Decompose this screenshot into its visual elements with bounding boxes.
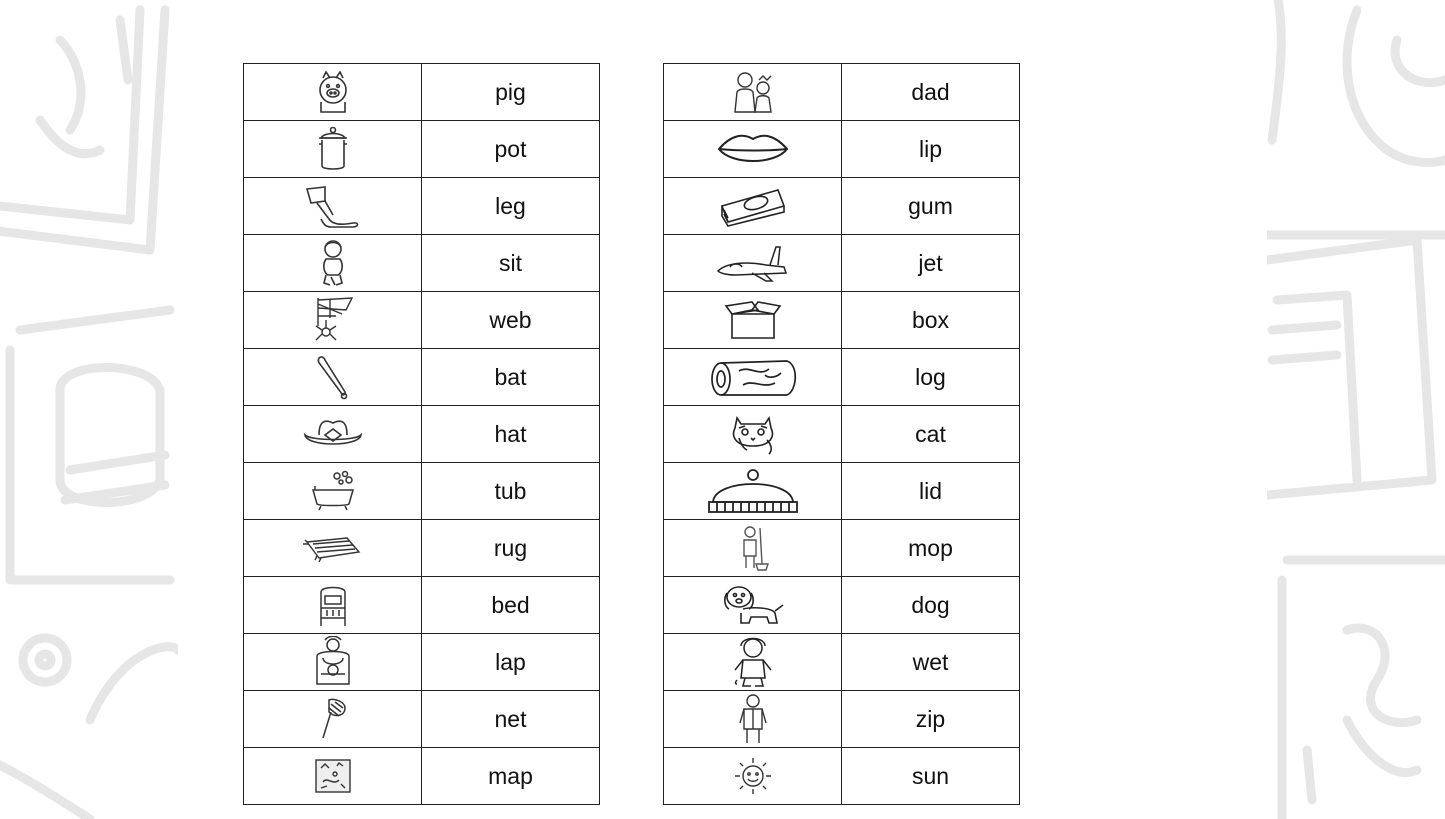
table-row	[664, 691, 1020, 748]
picture-cell	[244, 748, 422, 805]
table-row	[244, 406, 600, 463]
bed-icon	[315, 582, 351, 628]
picture-cell	[244, 691, 422, 748]
table-row	[664, 634, 1020, 691]
table-row	[244, 64, 600, 121]
word-cell: tub	[422, 463, 600, 520]
word-cell: lip	[842, 121, 1020, 178]
dog-icon	[721, 583, 785, 627]
table-row	[664, 349, 1020, 406]
right-word-table	[663, 63, 1020, 805]
pot-icon	[316, 126, 350, 172]
word-cell: pot	[422, 121, 600, 178]
baseball-bat-icon	[315, 354, 351, 400]
picture-cell	[664, 520, 842, 577]
table-row	[244, 748, 600, 805]
table-row	[244, 292, 600, 349]
word-cell: gum	[842, 178, 1020, 235]
word-cell: dad	[842, 64, 1020, 121]
word-cell: rug	[422, 520, 600, 577]
table-row	[244, 577, 600, 634]
picture-cell	[664, 178, 842, 235]
lid-icon	[707, 468, 799, 514]
picture-cell	[664, 691, 842, 748]
lap-icon	[311, 636, 355, 688]
word-cell: jet	[842, 235, 1020, 292]
box-icon	[724, 300, 782, 340]
table-row	[664, 520, 1020, 577]
word-cell: zip	[842, 691, 1020, 748]
word-cell: log	[842, 349, 1020, 406]
picture-cell	[664, 292, 842, 349]
table-row	[244, 691, 600, 748]
table-row	[664, 577, 1020, 634]
picture-cell	[664, 349, 842, 406]
picture-cell	[244, 349, 422, 406]
picture-cell	[244, 520, 422, 577]
word-cell: sun	[842, 748, 1020, 805]
table-row	[244, 235, 600, 292]
word-cell: wet	[842, 634, 1020, 691]
picture-cell	[244, 292, 422, 349]
cowboy-hat-icon	[303, 417, 363, 451]
table-row	[664, 748, 1020, 805]
wet-child-icon	[731, 636, 775, 688]
gum-pack-icon	[718, 184, 788, 228]
table-row	[664, 64, 1020, 121]
picture-cell	[244, 64, 422, 121]
picture-cell	[664, 64, 842, 121]
word-cell: leg	[422, 178, 600, 235]
word-cell: bat	[422, 349, 600, 406]
table-row	[244, 634, 600, 691]
word-cell: hat	[422, 406, 600, 463]
word-cell: web	[422, 292, 600, 349]
word-cell: mop	[842, 520, 1020, 577]
pig-icon	[313, 70, 353, 114]
word-cell: net	[422, 691, 600, 748]
picture-cell	[664, 634, 842, 691]
picture-cell	[244, 178, 422, 235]
word-cell: sit	[422, 235, 600, 292]
sitting-child-icon	[316, 239, 350, 287]
mop-icon	[736, 524, 770, 572]
picture-cell	[244, 577, 422, 634]
word-cell: bed	[422, 577, 600, 634]
butterfly-net-icon	[315, 696, 351, 742]
word-cell: cat	[842, 406, 1020, 463]
word-cell: pig	[422, 64, 600, 121]
picture-cell	[664, 121, 842, 178]
picture-cell	[244, 121, 422, 178]
cat-icon	[725, 412, 781, 456]
picture-cell	[664, 577, 842, 634]
table-row	[244, 121, 600, 178]
lips-icon	[717, 129, 789, 169]
bathtub-icon	[309, 470, 357, 512]
rug-icon	[303, 534, 363, 562]
picture-cell	[244, 634, 422, 691]
table-row	[664, 235, 1020, 292]
chalkboard-doodle-icon	[0, 0, 178, 819]
table-row	[664, 463, 1020, 520]
left-word-table	[243, 63, 600, 805]
table-row	[244, 520, 600, 577]
table-row	[244, 349, 600, 406]
picture-cell	[244, 235, 422, 292]
picture-cell	[664, 235, 842, 292]
jet-plane-icon	[716, 243, 790, 283]
log-icon	[709, 357, 797, 397]
leg-icon	[303, 183, 363, 229]
picture-cell	[664, 406, 842, 463]
word-cell: dog	[842, 577, 1020, 634]
word-cell: box	[842, 292, 1020, 349]
table-row	[664, 406, 1020, 463]
table-row	[244, 463, 600, 520]
map-icon	[313, 758, 353, 794]
picture-cell	[244, 406, 422, 463]
dad-and-child-icon	[729, 70, 777, 114]
left-decorative-panel	[0, 0, 178, 819]
table-row	[664, 292, 1020, 349]
word-cell: map	[422, 748, 600, 805]
spider-web-icon	[308, 296, 358, 344]
picture-cell	[664, 463, 842, 520]
table-row	[664, 121, 1020, 178]
right-decorative-panel	[1267, 0, 1445, 819]
picture-cell	[664, 748, 842, 805]
picture-cell	[244, 463, 422, 520]
zip-jacket-icon	[738, 693, 768, 745]
sun-icon	[733, 756, 773, 796]
word-cell: lid	[842, 463, 1020, 520]
chalkboard-doodle-icon	[1267, 0, 1445, 819]
table-row	[244, 178, 600, 235]
table-row	[664, 178, 1020, 235]
word-cell: lap	[422, 634, 600, 691]
